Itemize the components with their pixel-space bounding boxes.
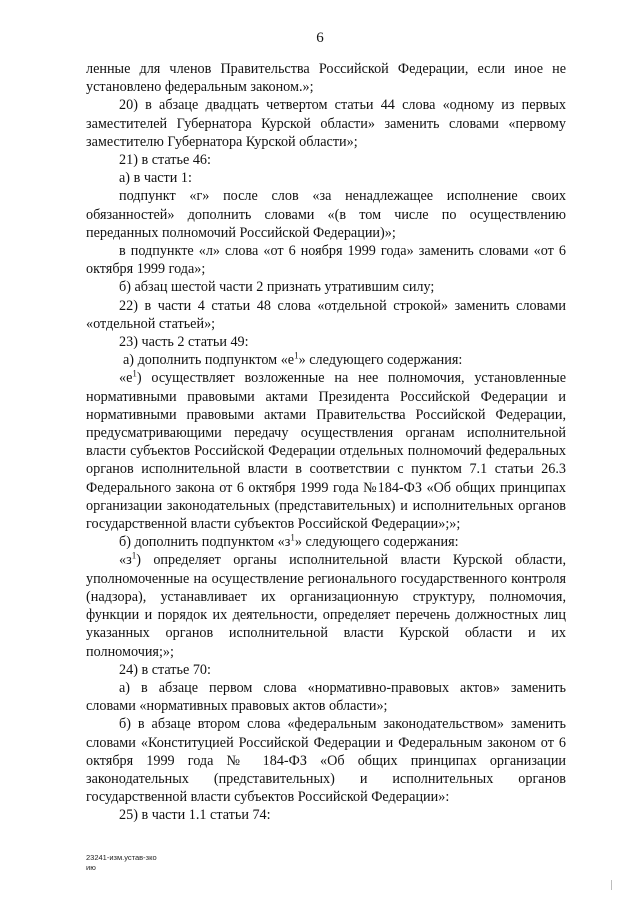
paragraph [86,369,566,533]
paragraph: 22) в части 4 статьи 48 слова «отдельной строкой» заменить словами «отдельной статьей»; [86,297,566,332]
text-fragment: «е [119,370,133,387]
paragraph [86,533,566,551]
paragraph: б) абзац шестой части 2 признать утратившим силу; [119,279,435,296]
paragraph: а) в части 1: [119,170,192,187]
footer-file-reference-continued: ию [86,863,96,872]
text-fragment: » следующего содержания: [294,534,459,551]
paragraph: 25) в части 1.1 статьи 74: [119,807,271,824]
footer-file-reference: 23241-изм.устав-зко [86,853,157,862]
paragraph: в подпункте «л» слова «от 6 ноября 1999 года» заменить словами «от 6 октября 1999 года»; [86,243,566,278]
text-fragment: ) осуществляет возложенные на нее полномочия, установленные нормативными правовыми актами Президента Российской Федерации и нормативными правовыми актами Правительства Российской Федерации, предусматривающими передачу осуществления органам исполнительной власти субъектов Российской Федерации отдельных полномочий федеральных органов исполнительной власти в соответствии с пунктом 7.1 статьи 26.3 Федерального закона от 6 октября 1999 года №184-ФЗ «Об общих принципах организации законодательных (представительных) и исполнительных органов государственной власти субъектов Российской Федерации»;»; [86,370,566,533]
text-fragment: а) дополнить подпунктом «е [123,352,295,369]
paragraph: 24) в статье 70: [119,661,211,678]
paragraph: подпункт «г» после слов «за ненадлежащее исполнение своих обязанностей» дополнить словами «(в том числе по осуществлению переданных полномочий Российской Федерации)»; [86,188,566,241]
paragraph: б) в абзаце втором слова «федеральным законодательством» заменить словами «Конституцией Российской Федерации и Федеральным законом от 6 октября 1999 года № 184-ФЗ «Об общих принципах организации законодательных (представительных) и исполнительных органов государственной власти субъектов Российской Федерации»: [86,716,566,806]
superscript: 1 [131,550,137,561]
text-fragment: ) определяет органы исполнительной власти Курской области, уполномоченные на осуществление регионального государственного контроля (надзора), устанавливает их организационную структуру, полномочия, функции и порядок их деятельности, определяет перечень должностных лиц указанных органов исполнительной власти Курской области и их полномочия;»; [86,552,566,660]
paragraph [86,351,566,369]
page-number: 6 [316,30,324,46]
paragraph: ленные для членов Правительства Российской Федерации, если иное не установлено федеральным законом.»; [86,61,566,96]
paragraph [86,551,566,660]
text-fragment: «з [119,552,132,569]
paragraph: 23) часть 2 статьи 49: [119,334,249,351]
paragraph: 20) в абзаце двадцать четвертом статьи 44 слова «одному из первых заместителей Губернатора Курской области» заменить словами «первому заместителю Губернатора Курской области»; [86,97,566,150]
superscript: 1 [290,532,295,543]
superscript: 1 [294,350,299,361]
document-body [86,60,566,825]
paragraph: 21) в статье 46: [119,152,211,169]
scan-mark [611,880,612,890]
text-fragment: б) дополнить подпунктом «з [119,534,291,551]
paragraph: а) в абзаце первом слова «нормативно-правовых актов» заменить словами «нормативных правовых актов области»; [86,679,566,715]
superscript: 1 [132,368,137,379]
text-fragment: » следующего содержания: [298,352,463,369]
document-footer [86,853,157,873]
